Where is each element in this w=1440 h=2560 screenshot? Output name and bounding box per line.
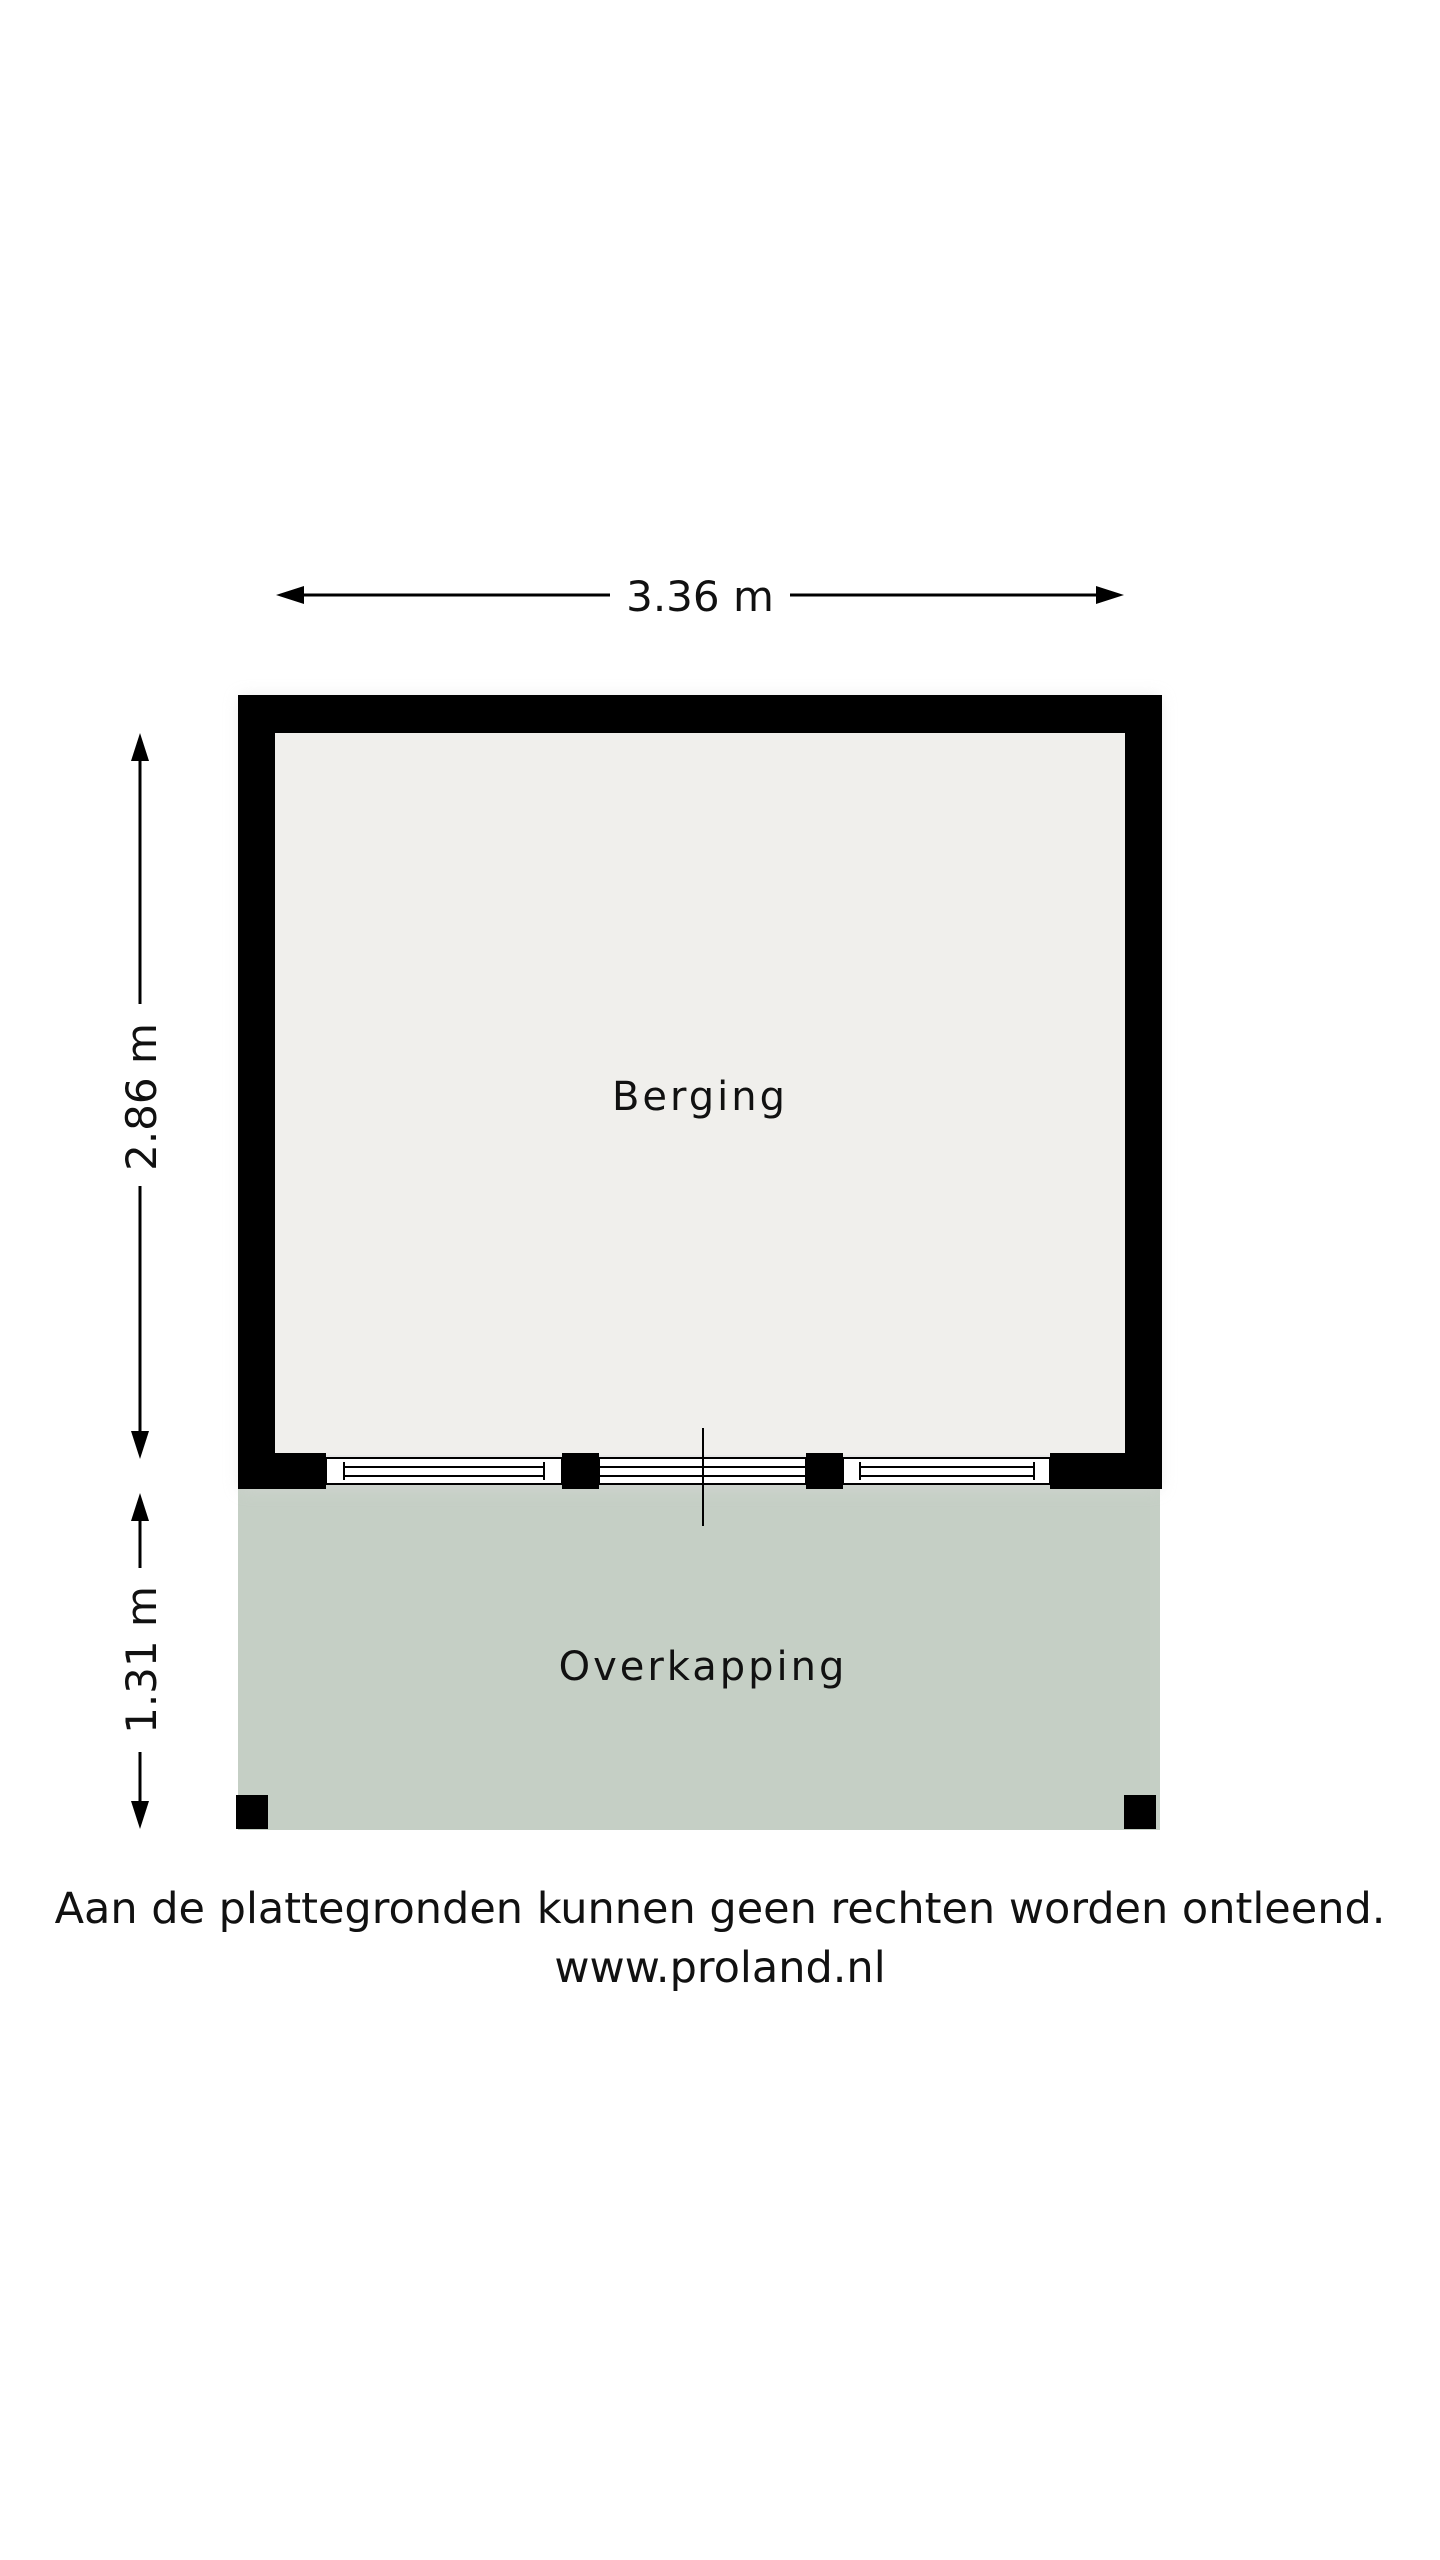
room-label-berging: Berging <box>611 1074 789 1120</box>
porch-post-left <box>236 1795 268 1829</box>
dimension-porch-depth-label: 1.31 m <box>117 1586 166 1734</box>
room-label-overkapping: Overkapping <box>558 1644 848 1690</box>
disclaimer-text: Aan de plattegronden kunnen geen rechten worden ontleend. <box>54 1884 1386 1934</box>
sliding-door-left <box>326 1458 562 1484</box>
porch-post-right <box>1124 1795 1156 1829</box>
sliding-door-right <box>843 1458 1050 1484</box>
dimension-width-label: 3.36 m <box>626 572 774 621</box>
website-link[interactable]: www.proland.nl <box>554 1943 886 1993</box>
dimension-height-label: 2.86 m <box>117 1023 166 1171</box>
